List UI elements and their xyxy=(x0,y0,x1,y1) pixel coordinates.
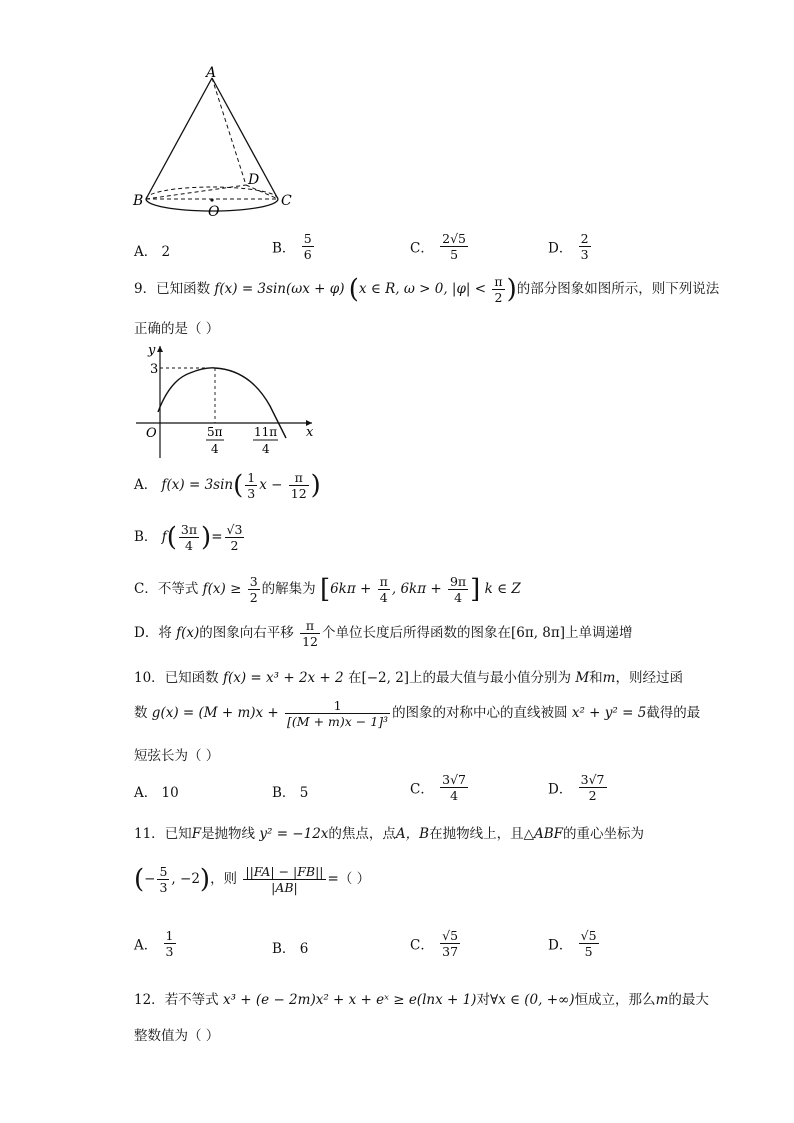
q10-option-d: D． $\frac{3√7}{2}$ xyxy=(548,772,605,803)
q12-stem-line2: 整数值为（ ） xyxy=(134,1028,220,1044)
q12-stem-line1: 12．若不等式 x³ + (e − 2m)x² + x + eˣ ≥ e(lnx + 1)对∀x ∈ (0, +∞)恒成立，那么m的最大 xyxy=(134,992,709,1008)
graph-y-value: 3 xyxy=(150,362,159,377)
q10-option-a: A． 10 xyxy=(134,785,179,801)
q11-option-c: C． $\frac{√5}{37}$ xyxy=(410,928,459,959)
q10-option-b: B． 5 xyxy=(272,785,309,801)
q11-option-a: A． $\frac{1}{3}$ xyxy=(134,928,174,959)
q10-option-c: C． $\frac{3√7}{4}$ xyxy=(410,772,467,803)
q10-stem-line1: 10．已知函数 f(x) = x³ + 2x + 2 在[−2, 2]上的最大值与最小值分别为 M和m，则经过函 xyxy=(134,670,683,686)
q8-option-a: A． 2 xyxy=(134,244,171,260)
q9-option-d: D．将 f(x)的图象向右平移 $\frac{\pi}{12}$ 个单位长度后所得函数的图象在[6π, 8π]上单调递增 xyxy=(134,618,633,649)
label-d: D xyxy=(248,172,260,188)
label-a: A xyxy=(206,65,217,81)
graph-tick1-den: 4 xyxy=(211,442,219,456)
q9-stem: 9．已知函数 f(x) = 3sin(ωx + φ) (x ∈ R, ω > 0, |φ| < $\frac{\pi}{2}$ )的部分图象如图所示，则下列说法 xyxy=(134,274,720,305)
q9-option-a: A． f(x) = 3sin( $\frac{1}{3}$ x − $\frac{\pi}{12}$ ) xyxy=(134,470,321,501)
label-o: O xyxy=(208,204,220,220)
q11-option-d: D． $\frac{√5}{5}$ xyxy=(548,928,597,959)
q8-option-b: B． $\frac{5}{6}$ xyxy=(272,231,312,262)
q9-stem-line2: 正确的是（ ） xyxy=(134,321,220,337)
graph-origin: O xyxy=(146,426,157,441)
graph-tick2-num: 11π xyxy=(254,425,278,439)
label-c: C xyxy=(281,193,292,209)
graph-tick2-den: 4 xyxy=(262,442,270,456)
graph-x-label: x xyxy=(306,425,314,440)
graph-y-label: y xyxy=(148,343,156,358)
q9-sine-graph xyxy=(130,340,320,462)
graph-tick1-num: 5π xyxy=(207,425,223,439)
q11-option-b: B． 6 xyxy=(272,941,309,957)
q11-stem-line2: (− $\frac{5}{3}$ , −2)，则 $\frac{||FA| - |FB||}{|AB|}$ =（ ） xyxy=(134,864,371,895)
q11-stem-line1: 11．已知F是抛物线 y² = −12x的焦点，点A，B在抛物线上，且△ABF的重心坐标为 xyxy=(134,826,644,842)
q10-stem-line2: 数 g(x) = (M + m)x + $\frac{1}{\text{[(M + m)x − 1]³}}$ 的图象的对称中心的直线被圆 x² + y² = 5截得的最 xyxy=(134,698,701,729)
q8-option-d: D． $\frac{2}{3}$ xyxy=(548,231,589,262)
label-b: B xyxy=(133,193,144,209)
cone-figure xyxy=(128,64,298,220)
q9-option-c: C．不等式 f(x) ≥ $\frac{3}{2}$ 的解集为 [6kπ + $\frac{\pi}{4}$ , 6kπ + $\frac{9\pi}{4}$ ] k ∈ Z xyxy=(134,574,521,605)
q10-stem-line3: 短弦长为（ ） xyxy=(134,748,220,764)
q8-option-c: C． $\frac{2√5}{5}$ xyxy=(410,231,467,262)
q9-option-b: B． f( $\frac{3\pi}{4}$ )= $\frac{√3}{2}$ xyxy=(134,522,243,553)
